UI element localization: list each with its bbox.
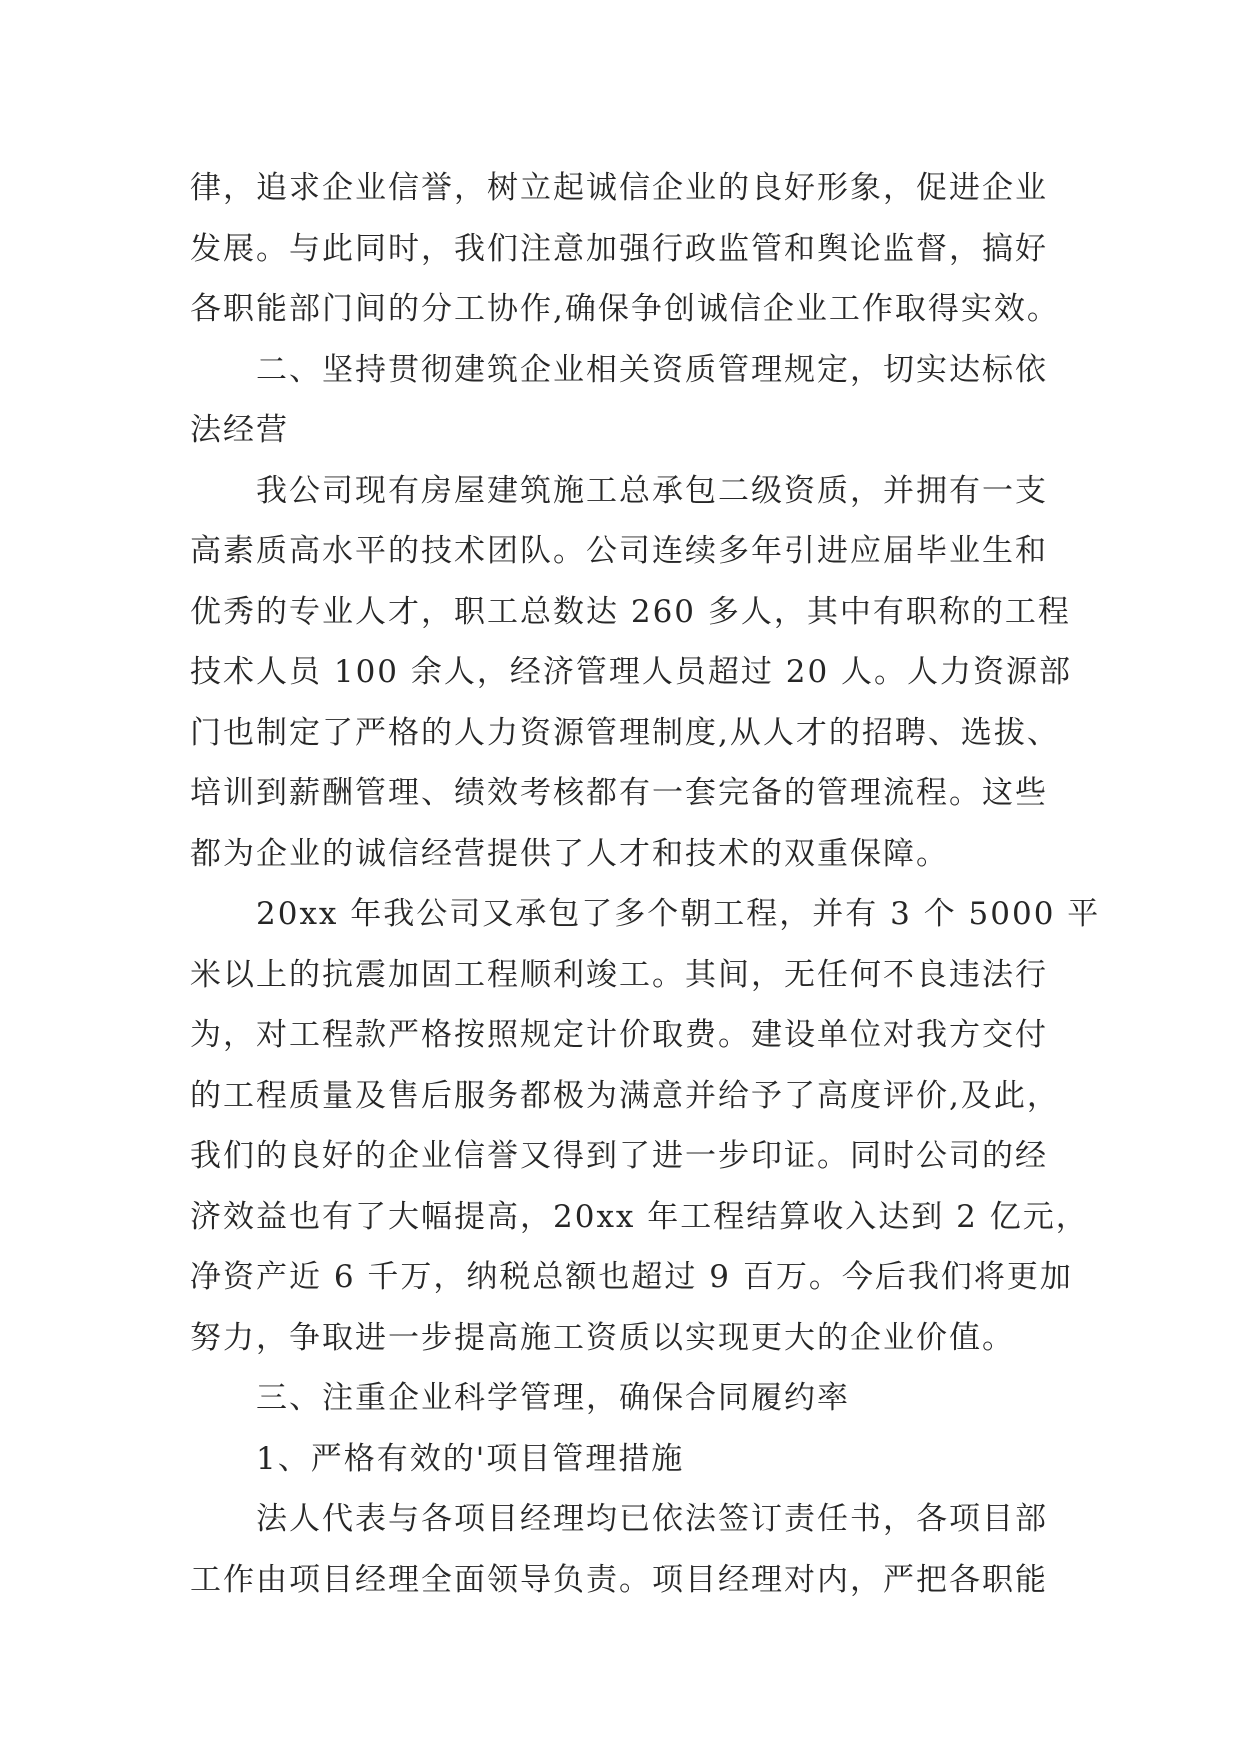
- text-line: 20xx 年我公司又承包了多个朝工程，并有 3 个 5000 平: [256, 896, 1101, 932]
- text-line: 发展。与此同时，我们注意加强行政监管和舆论监督，搞好: [190, 230, 1048, 267]
- text-line: 律，追求企业信誉，树立起诚信企业的良好形象，促进企业: [190, 170, 1048, 206]
- paragraph-projects: [190, 884, 1101, 1368]
- text-line: 米以上的抗震加固工程顺利竣工。其间，无任何不良违法行: [190, 956, 1048, 993]
- section-heading-3: [190, 1368, 1058, 1429]
- heading-line: 1、严格有效的'项目管理措施: [256, 1440, 685, 1477]
- paragraph-qualification: [190, 461, 1073, 885]
- subheading-3-1: [190, 1429, 1058, 1490]
- text-line: 为，对工程款严格按照规定计价取费。建设单位对我方交付: [190, 1017, 1048, 1053]
- text-line: 的工程质量及售后服务都极为满意并给予了高度评价,及此，: [190, 1077, 1060, 1114]
- text-line: 净资产近 6 千万，纳税总额也超过 9 百万。今后我们将更加: [190, 1259, 1073, 1295]
- paragraph-integrity-image: [190, 158, 1058, 340]
- text-line: 我们的良好的企业信誉又得到了进一步印证。同时公司的经: [190, 1138, 1048, 1174]
- text-line: 法人代表与各项目经理均已依法签订责任书，各项目部: [256, 1501, 1048, 1537]
- heading-line: 法经营: [190, 412, 289, 448]
- text-line: 培训到薪酬管理、绩效考核都有一套完备的管理流程。这些: [190, 775, 1048, 811]
- heading-line: 三、注重企业科学管理，确保合同履约率: [256, 1380, 850, 1416]
- paragraph-responsibility: [190, 1489, 1058, 1610]
- text-line: 各职能部门间的分工协作,确保争创诚信企业工作取得实效。: [190, 291, 1060, 327]
- text-line: 高素质高水平的技术团队。公司连续多年引进应届毕业生和: [190, 533, 1048, 569]
- text-line: 技术人员 100 余人，经济管理人员超过 20 人。人力资源部: [190, 654, 1073, 690]
- text-line: 济效益也有了大幅提高，20xx 年工程结算收入达到 2 亿元，: [190, 1198, 1089, 1235]
- heading-line: 二、坚持贯彻建筑企业相关资质管理规定，切实达标依: [256, 351, 1048, 388]
- document-body: [190, 158, 1101, 1610]
- text-line: 工作由项目经理全面领导负责。项目经理对内，严把各职能: [190, 1561, 1048, 1598]
- text-line: 我公司现有房屋建筑施工总承包二级资质，并拥有一支: [256, 472, 1048, 509]
- text-line: 优秀的专业人才，职工总数达 260 多人，其中有职称的工程: [190, 593, 1071, 630]
- section-heading-2: [190, 340, 1058, 461]
- text-line: 都为企业的诚信经营提供了人才和技术的双重保障。: [190, 835, 949, 872]
- text-line: 努力，争取进一步提高施工资质以实现更大的企业价值。: [190, 1319, 1015, 1356]
- text-line: 门也制定了严格的人力资源管理制度,从人才的招聘、选拔、: [190, 714, 1060, 751]
